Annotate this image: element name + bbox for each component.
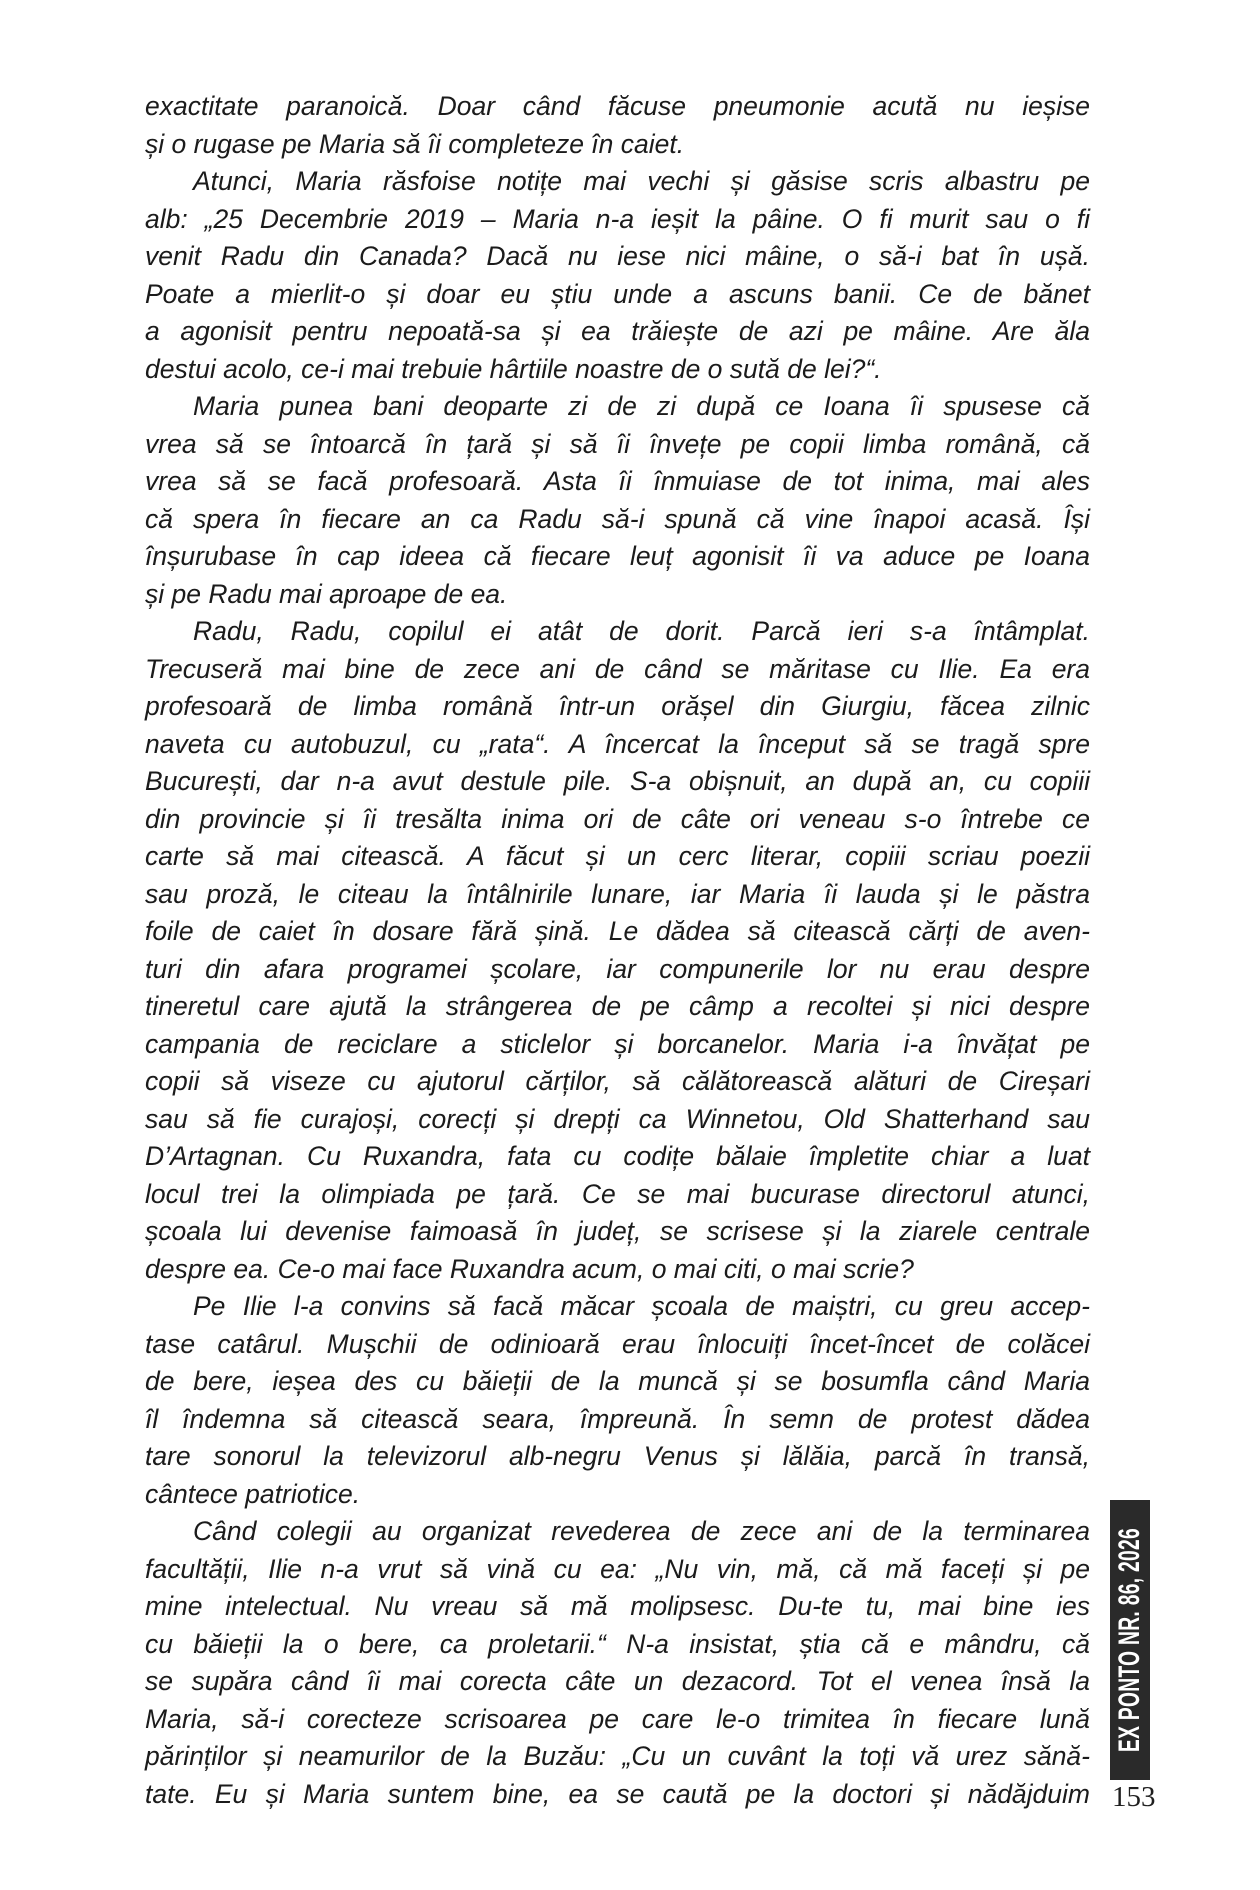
text-line: exactitate paranoică. Doar când făcuse pneumonie acută nu ieșise [145, 91, 1090, 121]
text-line: Maria punea bani deoparte zi de zi după ce Ioana îi spusese că [193, 391, 1090, 421]
text-line: cu băieții la o bere, ca proletarii.“ N-a insistat, știa că e mândru, că [145, 1628, 1090, 1659]
journal-sidebar-banner [1110, 1500, 1150, 1780]
text-line: din provincie și îi tresălta inima ori de câte ori veneau s-o întrebe ce [145, 803, 1090, 834]
text-line: vrea să se facă profesoară. Asta îi înmuiase de tot inima, mai ales [145, 466, 1090, 496]
text-line: înșurubase în cap ideea că fiecare leuț agonisit îi va aduce pe Ioana [145, 541, 1090, 571]
journal-title: EX PONTO NR. 86, 2026 [1113, 1527, 1146, 1753]
text-line: îl îndemna să citească seara, împreună. În semn de protest dădea [145, 1403, 1090, 1434]
text-line: carte să mai citească. A făcut și un cerc literar, copiii scriau poezii [145, 841, 1090, 871]
text-line: sau proză, le citeau la întâlnirile lunare, iar Maria îi lauda și le păstra [145, 878, 1090, 909]
text-line: a agonisit pentru nepoată-sa și ea trăiește de azi pe mâine. Are ăla [145, 316, 1090, 346]
text-line: Poate a mierlit-o și doar eu știu unde a ascuns banii. Ce de bănet [145, 278, 1090, 309]
text-line: Pe Ilie l-a convins să facă măcar școala de maiștri, cu greu accep- [193, 1291, 1090, 1321]
text-line: tineretul care ajută la strângerea de pe câmp a recoltei și nici despre [145, 991, 1090, 1021]
text-line: școala lui devenise faimoasă în județ, se scrisese și la ziarele centrale [145, 1216, 1090, 1246]
text-line: București, dar n-a avut destule pile. S-a obișnuit, an după an, cu copiii [145, 766, 1090, 796]
page-number: 153 [1112, 1781, 1156, 1813]
text-line: profesoară de limba română într-un orășel din Giurgiu, făcea zilnic [145, 691, 1090, 721]
text-line: sau să fie curajoși, corecți și drepți ca Winnetou, Old Shatterhand sau [145, 1103, 1090, 1134]
text-line: părinților și neamurilor de la Buzău: „Cu un cuvânt la toți vă urez sănă- [145, 1741, 1090, 1771]
text-line: turi din afara programei școlare, iar compunerile lor nu erau despre [145, 953, 1090, 984]
text-line: Maria, să-i corecteze scrisoarea pe care le-o trimitea în fiecare lună [145, 1703, 1090, 1734]
text-line: că spera în fiecare an ca Radu să-i spună că vine înapoi acasă. Își [145, 503, 1090, 534]
text-line: vrea să se întoarcă în țară și să îi învețe pe copii limba română, că [145, 428, 1090, 459]
text-line: Trecuseră mai bine de zece ani de când se măritase cu Ilie. Ea era [145, 653, 1090, 684]
text-line: D’Artagnan. Cu Ruxandra, fata cu codițe bălaie împletite chiar a luat [145, 1141, 1090, 1171]
text-line: Radu, Radu, copilul ei atât de dorit. Parcă ieri s-a întâmplat. [193, 616, 1090, 646]
text-line: campania de reciclare a sticlelor și borcanelor. Maria i-a învățat pe [145, 1028, 1090, 1059]
text-line: naveta cu autobuzul, cu „rata“. A încercat la început să se tragă spre [145, 728, 1090, 759]
text-line: și o rugase pe Maria să îi completeze în caiet. [145, 128, 685, 159]
text-line: venit Radu din Canada? Dacă nu iese nici mâine, o să-i bat în ușă. [145, 241, 1090, 271]
text-line: Atunci, Maria răsfoise notițe mai vechi și găsise scris albastru pe [193, 166, 1090, 196]
text-line: tate. Eu și Maria suntem bine, ea se caută pe la doctori și nădăjduim [145, 1778, 1090, 1809]
text-line: tare sonorul la televizorul alb-negru Venus și lălăia, parcă în transă, [145, 1441, 1090, 1471]
text-line: tase catârul. Mușchii de odinioară erau înlocuiți încet-încet de colăcei [145, 1328, 1090, 1359]
text-line: se supăra când îi mai corecta câte un dezacord. Tot el venea însă la [145, 1666, 1090, 1696]
text-line: destui acolo, ce-i mai trebuie hârtiile noastre de o sută de lei?“. [145, 353, 882, 384]
text-line: despre ea. Ce-o mai face Ruxandra acum, o mai citi, o mai scrie? [145, 1253, 914, 1284]
text-line: foile de caiet în dosare fără șină. Le dădea să citească cărți de aven- [145, 916, 1090, 946]
text-line: și pe Radu mai aproape de ea. [145, 578, 508, 609]
text-line: locul trei la olimpiada pe țară. Ce se mai bucurase directorul atunci, [145, 1178, 1090, 1209]
text-line: de bere, ieșea des cu băieții de la muncă și se bosumfla când Maria [145, 1366, 1090, 1396]
text-line: Când colegii au organizat revederea de zece ani de la terminarea [193, 1516, 1090, 1546]
text-line: copii să viseze cu ajutorul cărților, să călătorească alături de Cireșari [145, 1066, 1090, 1096]
body-text [145, 88, 1090, 1813]
text-line: facultății, Ilie n-a vrut să vină cu ea: „Nu vin, mă, că mă faceți și pe [145, 1553, 1090, 1584]
text-line: mine intelectual. Nu vreau să mă molipsesc. Du-te tu, mai bine ies [145, 1591, 1090, 1621]
text-line: cântece patriotice. [145, 1478, 361, 1509]
text-line: alb: „25 Decembrie 2019 – Maria n-a ieșit la pâine. O fi murit sau o fi [145, 203, 1090, 234]
